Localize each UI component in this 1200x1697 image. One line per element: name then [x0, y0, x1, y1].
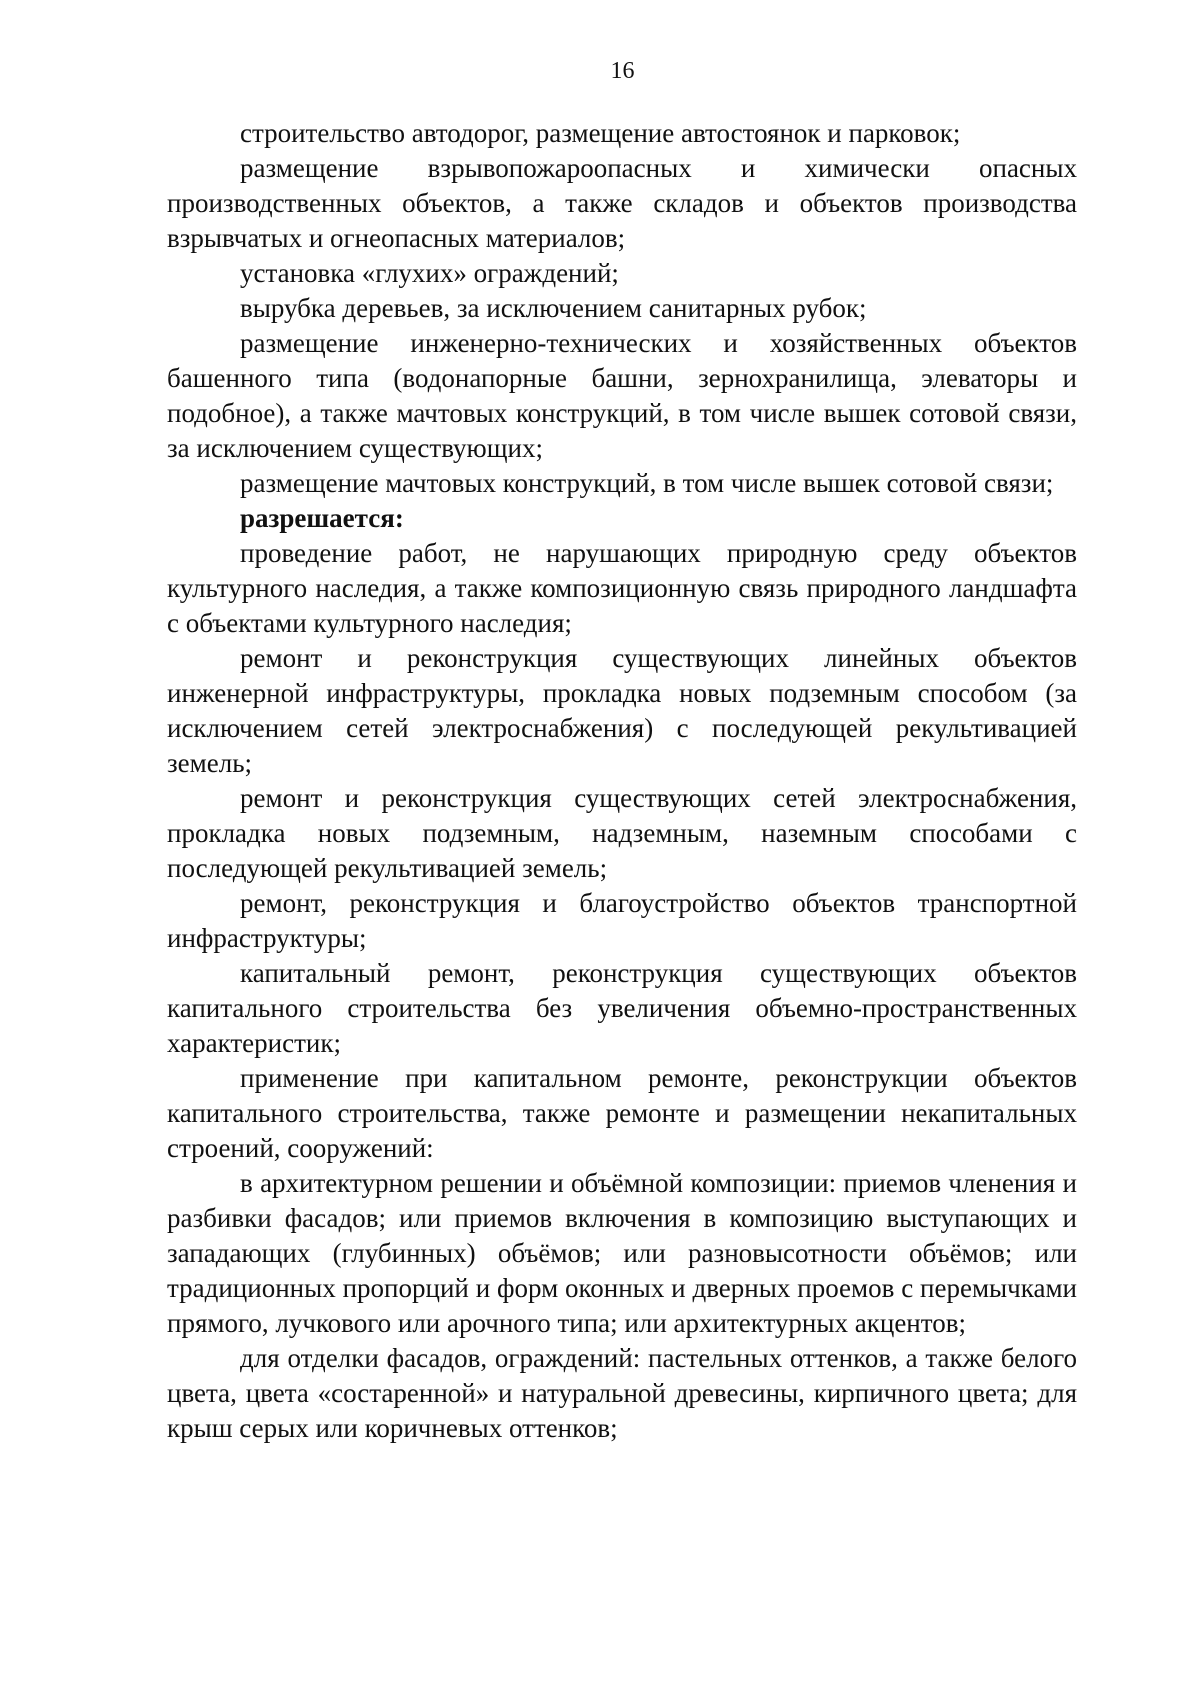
- paragraph-prohibited-roads: строительство автодорог, размещение автостоянок и парковок;: [240, 118, 961, 148]
- paragraph-permitted-power-networks: ремонт и реконструкция существующих сетей электроснабжения, прокладка новых подземным, надземным, наземным способами с последующей рекультивацией земель;: [167, 783, 1077, 883]
- paragraph-permitted-works: проведение работ, не нарушающих природную среду объектов культурного наследия, а также композиционную связь природного ландшафта с объектами культурного наследия;: [167, 538, 1077, 638]
- page-number: 16: [610, 58, 635, 84]
- paragraph-prohibited-hazardous-objects: размещение взрывопожароопасных и химически опасных производственных объектов, а также складов и объектов производства взрывчатых и огнеопасных материалов;: [167, 153, 1077, 253]
- paragraph-permitted-application: применение при капитальном ремонте, реконструкции объектов капитального строительства, также ремонте и размещении некапитальных строений, сооружений:: [167, 1063, 1077, 1163]
- paragraph-prohibited-tower-objects: размещение инженерно-технических и хозяйственных объектов башенного типа (водонапорные башни, зернохранилища, элеваторы и подобное), а также мачтовых конструкций, в том числе вышек сотовой связи, за исключением существующих;: [167, 328, 1077, 463]
- paragraph-permitted-capital-repair: капитальный ремонт, реконструкция существующих объектов капитального строительства без увеличения объемно-пространственных характеристик;: [167, 958, 1077, 1058]
- paragraph-permitted-linear-objects: ремонт и реконструкция существующих линейных объектов инженерной инфраструктуры, прокладка новых подземным способом (за исключением сетей электроснабжения) с последующей рекультивацией земель;: [167, 643, 1077, 778]
- paragraph-permitted-finishing: для отделки фасадов, ограждений: пастельных оттенков, а также белого цвета, цвета «состаренной» и натуральной древесины, кирпичного цвета; для крыш серых или коричневых оттенков;: [167, 1343, 1077, 1443]
- paragraph-prohibited-mast-structures: размещение мачтовых конструкций, в том числе вышек сотовой связи;: [240, 468, 1054, 498]
- paragraph-prohibited-blind-fences: установка «глухих» ограждений;: [240, 258, 619, 288]
- paragraph-prohibited-tree-cutting: вырубка деревьев, за исключением санитарных рубок;: [240, 293, 867, 323]
- document-body: [167, 116, 1077, 1446]
- paragraph-permitted-architecture: в архитектурном решении и объёмной композиции: приемов членения и разбивки фасадов; или приемов включения в композицию выступающих и западающих (глубинных) объёмов; или разновысотности объёмов; или традиционных пропорций и форм оконных и дверных проемов с перемычками прямого, лучкового или арочного типа; или архитектурных акцентов;: [167, 1168, 1077, 1338]
- section-heading-permitted: разрешается:: [240, 503, 404, 533]
- paragraph-permitted-transport: ремонт, реконструкция и благоустройство объектов транспортной инфраструктуры;: [167, 888, 1077, 953]
